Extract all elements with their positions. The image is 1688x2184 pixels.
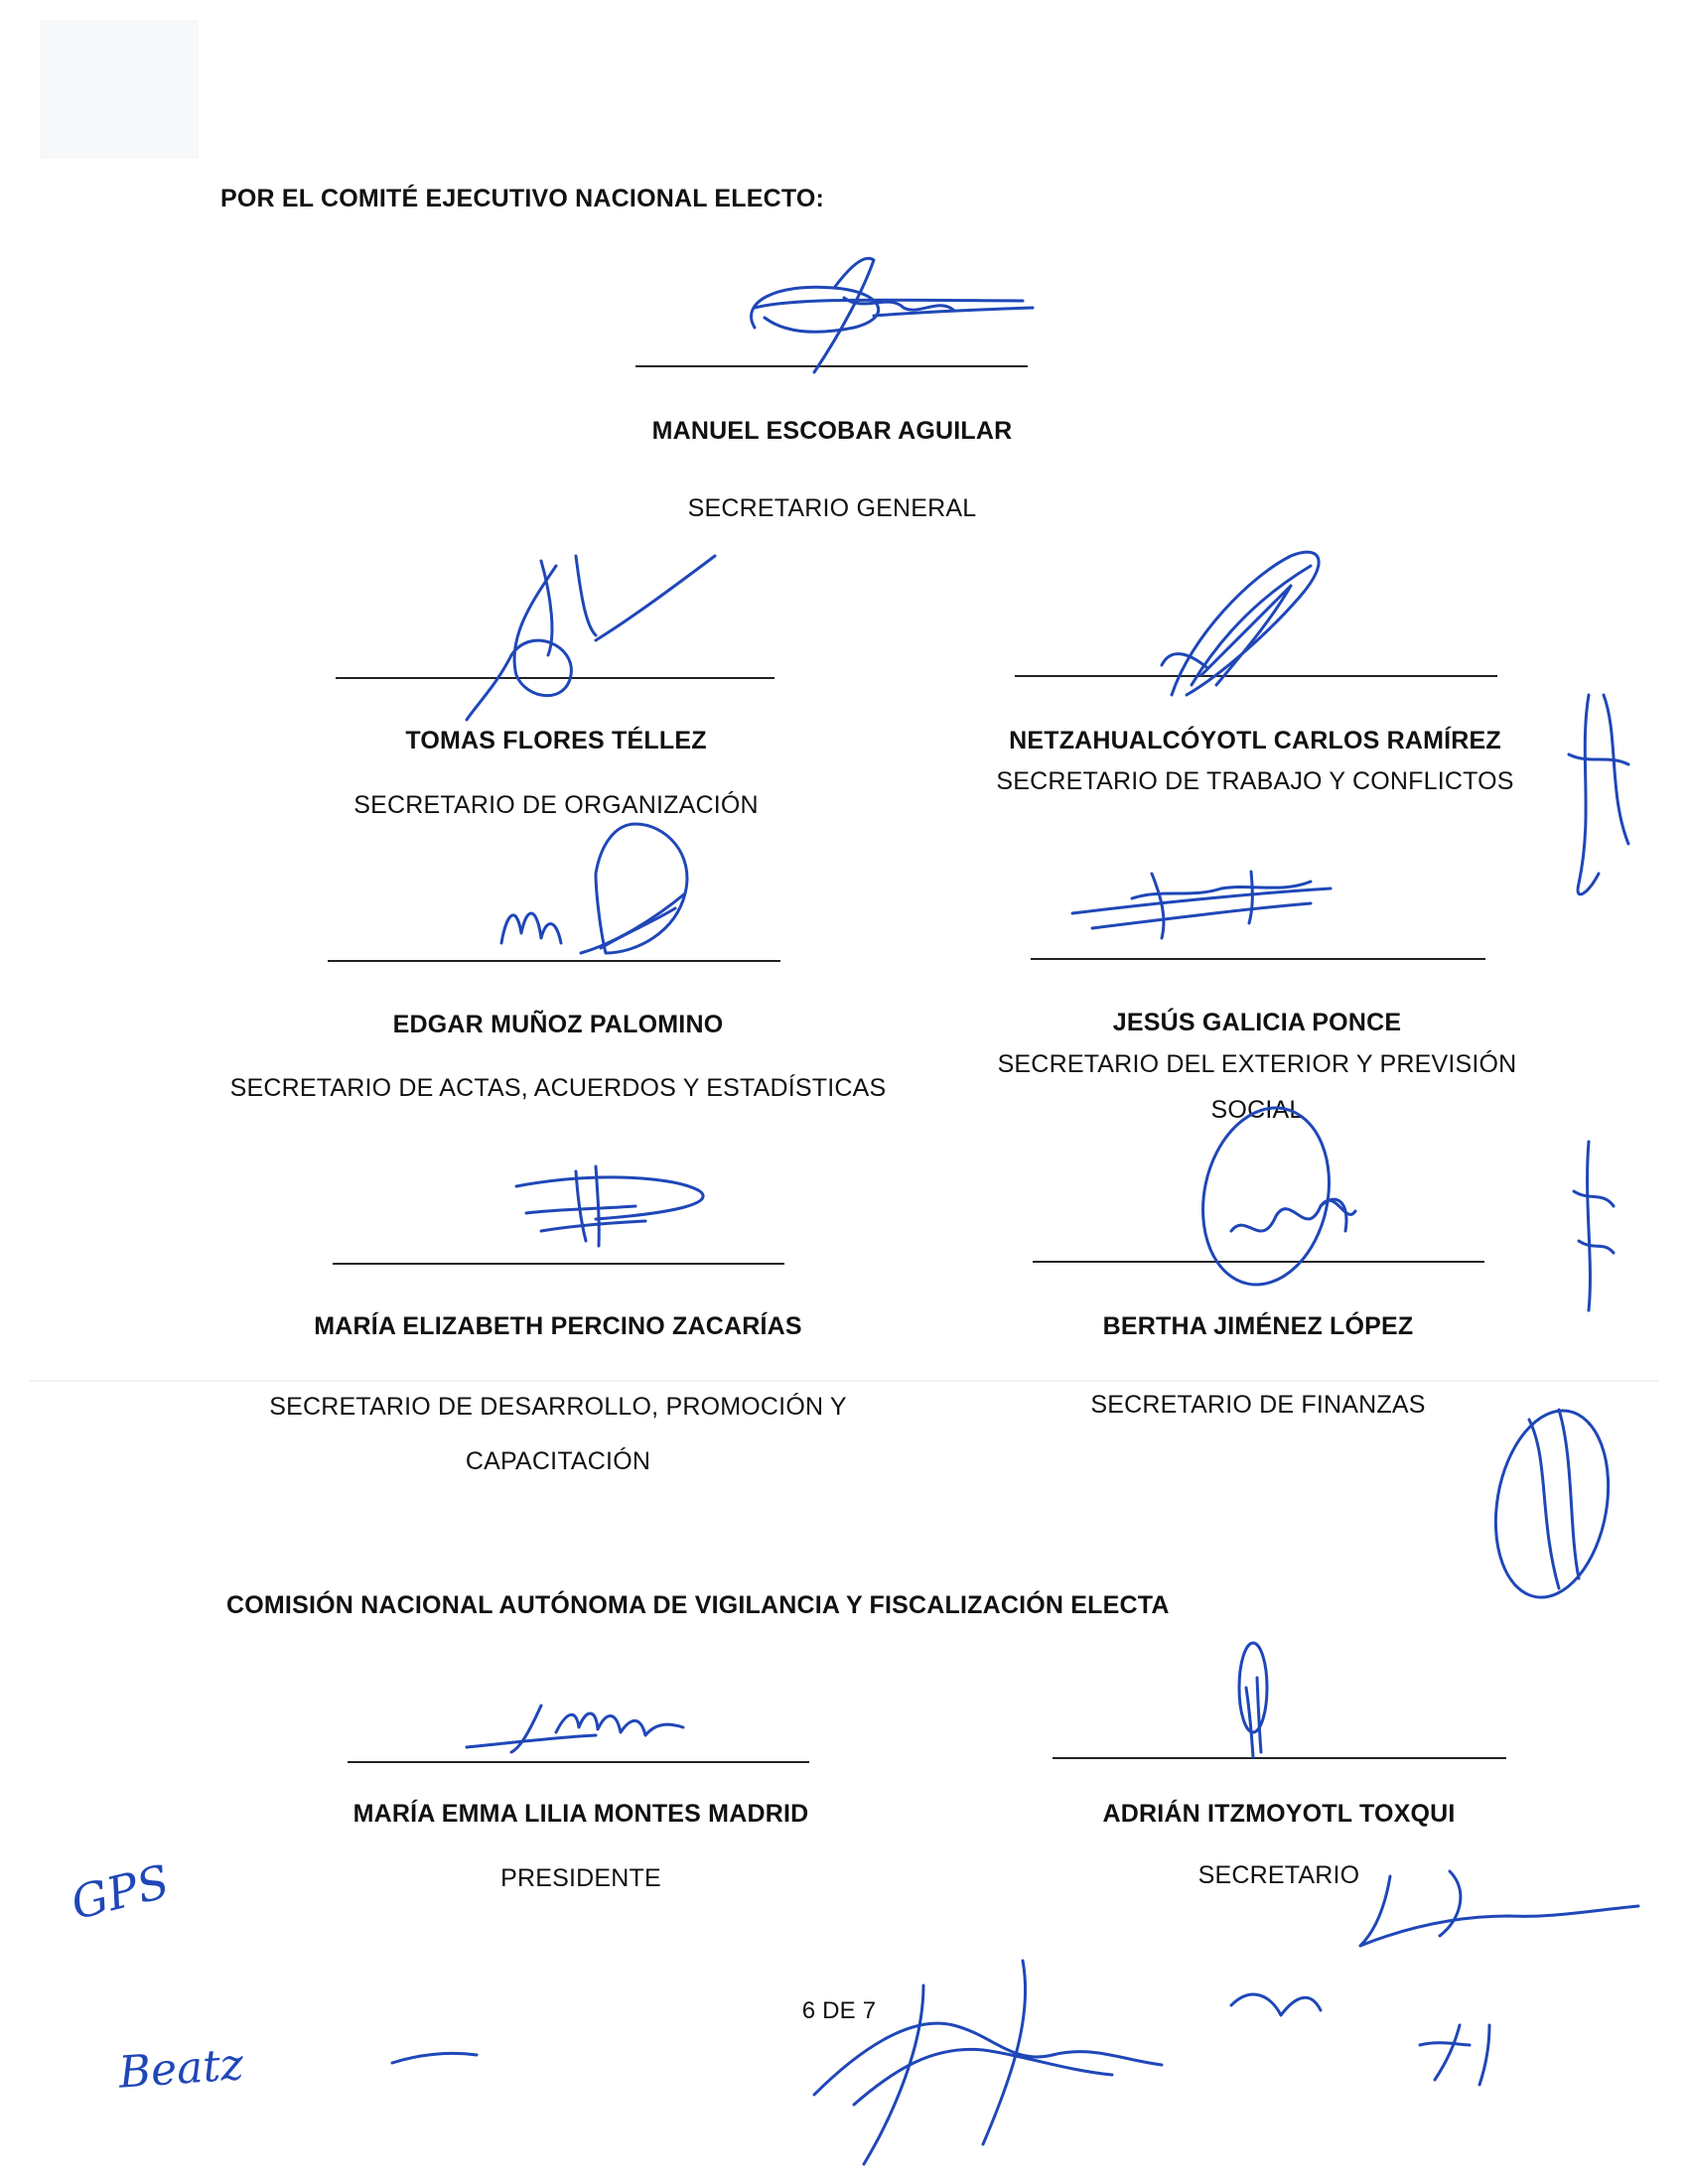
page-number: 6 DE 7 <box>801 1997 877 2024</box>
signatory-name-trabajo: NETZAHUALCÓYOTL CARLOS RAMÍREZ <box>1009 727 1501 754</box>
signature-line-exterior <box>1031 958 1485 960</box>
commission-title-secretario: SECRETARIO <box>1197 1861 1360 1889</box>
signatory-title-actas: SECRETARIO DE ACTAS, ACUERDOS Y ESTADÍSTICAS <box>229 1074 887 1102</box>
signature-desarrollo <box>516 1166 703 1246</box>
commission-name-presidente: MARÍA EMMA LILIA MONTES MADRID <box>352 1800 809 1828</box>
signature-secretario <box>1239 1643 1267 1757</box>
margin-initials-right <box>1481 695 1628 1606</box>
signatory-title-desarrollo: SECRETARIO DE DESARROLLO, PROMOCIÓN Y <box>269 1393 847 1421</box>
signatory-name-exterior: JESÚS GALICIA PONCE <box>1112 1009 1402 1036</box>
signature-presidente <box>467 1706 683 1752</box>
commission-heading: COMISIÓN NACIONAL AUTÓNOMA DE VIGILANCIA Y FISCALIZACIÓN ELECTA <box>226 1591 1170 1619</box>
signature-secretario-general <box>752 258 1033 372</box>
signature-finanzas <box>1188 1096 1355 1297</box>
commission-name-secretario: ADRIÁN ITZMOYOTL TOXQUI <box>1102 1800 1456 1828</box>
signatory-title-finanzas: SECRETARIO DE FINANZAS <box>1090 1391 1426 1419</box>
signature-actas <box>501 824 687 953</box>
scan-margin-shadow <box>40 20 199 159</box>
signatory-name-finanzas: BERTHA JIMÉNEZ LÓPEZ <box>1102 1312 1414 1340</box>
initials-gps: GPS <box>66 1853 175 1931</box>
initials-beatz: Beatz <box>117 2039 245 2099</box>
signature-exterior <box>1072 872 1331 938</box>
signature-line-presidente <box>348 1761 809 1763</box>
signature-line-organizacion <box>336 677 774 679</box>
signatory-name-desarrollo: MARÍA ELIZABETH PERCINO ZACARÍAS <box>314 1312 802 1340</box>
signatory-name-organizacion: TOMAS FLORES TÉLLEZ <box>405 727 707 754</box>
scan-fold-line <box>30 1380 1658 1382</box>
signature-trabajo <box>1162 552 1319 695</box>
signatory-title-exterior-line2: SOCIAL <box>1210 1096 1304 1124</box>
signatory-title-trabajo: SECRETARIO DE TRABAJO Y CONFLICTOS <box>996 767 1514 795</box>
signatory-title-organizacion: SECRETARIO DE ORGANIZACIÓN <box>353 791 759 819</box>
signature-line-finanzas <box>1033 1261 1484 1263</box>
signature-line-desarrollo <box>333 1263 784 1265</box>
signature-line-trabajo <box>1015 675 1497 677</box>
signature-line-actas <box>328 960 780 962</box>
signatory-title-secretario-general: SECRETARIO GENERAL <box>687 494 977 522</box>
signatory-name-actas: EDGAR MUÑOZ PALOMINO <box>392 1011 724 1038</box>
signature-line-secretario-general <box>635 365 1028 367</box>
signature-line-secretario <box>1053 1757 1506 1759</box>
signatory-title-exterior: SECRETARIO DEL EXTERIOR Y PREVISIÓN <box>997 1050 1517 1078</box>
committee-heading: POR EL COMITÉ EJECUTIVO NACIONAL ELECTO: <box>220 185 825 212</box>
signatory-name-secretario-general: MANUEL ESCOBAR AGUILAR <box>651 417 1013 445</box>
commission-title-presidente: PRESIDENTE <box>500 1864 661 1892</box>
signatory-title-desarrollo-line2: CAPACITACIÓN <box>465 1447 651 1475</box>
signature-organizacion <box>467 556 715 720</box>
bottom-signatures <box>392 1871 1638 2164</box>
